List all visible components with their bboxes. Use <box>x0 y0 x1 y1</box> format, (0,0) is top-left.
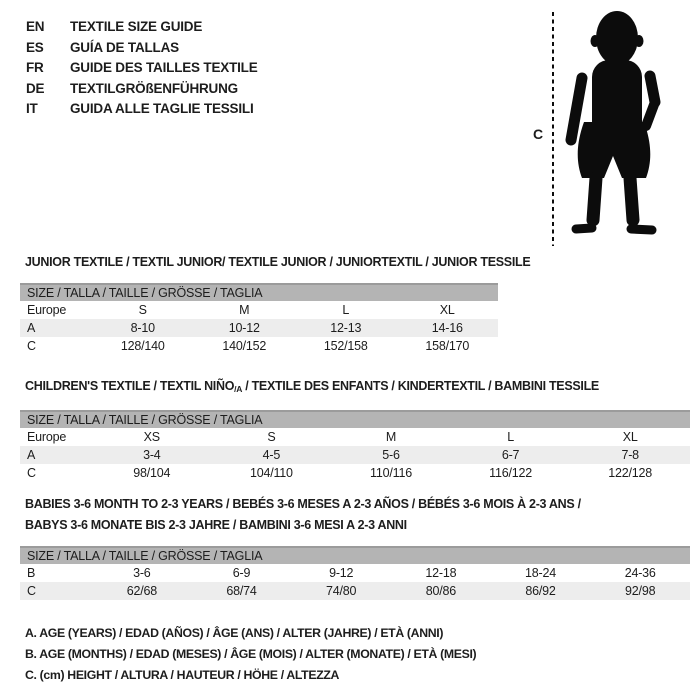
table-cell: 62/68 <box>126 584 157 598</box>
table-cell: L <box>507 430 514 444</box>
row-label: C <box>27 339 36 353</box>
table-cell: XL <box>622 430 638 444</box>
children-table-section <box>20 376 690 482</box>
language-label: GUIDA ALLE TAGLIE TESSILI <box>70 101 254 116</box>
table-cell: 6-7 <box>501 448 520 462</box>
size-table <box>20 410 690 482</box>
height-measure-label: C <box>533 126 544 142</box>
table-cell: M <box>239 303 250 317</box>
table-cell: 86/92 <box>525 584 556 598</box>
table-cell: S <box>267 430 276 444</box>
row-label: C <box>27 584 36 598</box>
height-measure-line <box>552 12 554 246</box>
table-cell: 14-16 <box>431 321 463 335</box>
table-row <box>20 582 690 600</box>
toddler-silhouette-icon <box>563 10 663 238</box>
table-cell: 12-13 <box>330 321 362 335</box>
table-cell: 158/170 <box>425 339 470 353</box>
language-list <box>26 17 258 120</box>
language-code: IT <box>26 101 38 116</box>
table-row <box>20 319 498 337</box>
table-cell: 18-24 <box>525 566 557 580</box>
legend-note: C. (cm) HEIGHT / ALTURA / HAUTEUR / HÖHE / ALTEZZA <box>25 668 340 682</box>
row-label: A <box>27 448 36 462</box>
title-text: / TEXTILE DES ENFANTS / KINDERTEXTIL / BAMBINI TESSILE <box>242 379 599 393</box>
size-table <box>20 546 690 600</box>
table-title <box>25 376 690 400</box>
table-cell: 12-18 <box>425 566 457 580</box>
table-cell: 80/86 <box>425 584 456 598</box>
row-label: B <box>27 566 36 580</box>
title-text: BABYS 3-6 MONATE BIS 2-3 JAHRE / BAMBINI 3-6 MESI A 2-3 ANNI <box>25 518 407 532</box>
table-cell: 3-4 <box>143 448 161 462</box>
table-row <box>20 564 690 582</box>
language-code: ES <box>26 39 44 55</box>
table-row <box>20 301 498 319</box>
table-cell: XL <box>439 303 455 317</box>
table-title <box>25 494 690 536</box>
language-code: DE <box>26 80 45 96</box>
table-cell: 128/140 <box>120 339 165 353</box>
table-title-line <box>25 515 690 536</box>
table-title-line <box>25 252 531 273</box>
table-cell: 104/110 <box>249 466 293 480</box>
table-row <box>20 428 690 446</box>
title-text: JUNIOR TEXTILE / TEXTIL JUNIOR/ TEXTILE JUNIOR / JUNIORTEXTIL / JUNIOR TESSILE <box>25 255 531 269</box>
language-label: TEXTILGRÖßENFÜHRUNG <box>70 80 238 96</box>
table-cell: 3-6 <box>133 566 151 580</box>
row-label: C <box>27 466 36 480</box>
table-cell: 7-8 <box>621 448 639 462</box>
junior-table-section <box>20 252 531 355</box>
size-table <box>20 283 498 355</box>
table-cell: 98/104 <box>133 466 171 480</box>
size-header-band: SIZE / TALLA / TAILLE / GRÖSSE / TAGLIA <box>20 283 498 301</box>
table-cell: 6-9 <box>232 566 251 580</box>
table-cell: 68/74 <box>226 584 257 598</box>
table-cell: 4-5 <box>262 448 281 462</box>
title-text: /A <box>234 384 243 394</box>
size-header-band: SIZE / TALLA / TAILLE / GRÖSSE / TAGLIA <box>20 410 690 428</box>
table-cell: 92/98 <box>625 584 656 598</box>
table-cell: L <box>342 303 350 317</box>
language-row <box>26 38 258 59</box>
table-cell: 122/128 <box>608 466 653 480</box>
table-title <box>25 252 531 273</box>
table-cell: XS <box>143 430 160 444</box>
table-row <box>20 337 498 355</box>
language-row <box>26 17 258 38</box>
table-title-line <box>25 376 690 400</box>
legend-notes <box>25 623 476 686</box>
table-row <box>20 446 690 464</box>
table-cell: 5-6 <box>382 448 400 462</box>
language-row <box>26 58 258 79</box>
table-cell: 152/158 <box>323 339 368 353</box>
figure-area <box>530 8 695 250</box>
table-cell: 9-12 <box>329 566 354 580</box>
table-cell: M <box>385 430 397 444</box>
table-cell: 24-36 <box>624 566 656 580</box>
title-text: CHILDREN'S TEXTILE / TEXTIL NIÑO <box>25 379 235 393</box>
title-text: BABIES 3-6 MONTH TO 2-3 YEARS / BEBÉS 3-6 MESES A 2-3 AÑOS / BÉBÉS 3-6 MOIS À 2-3 ANS / <box>25 497 581 511</box>
table-cell: 116/122 <box>489 466 532 480</box>
language-code: EN <box>26 19 45 34</box>
language-row <box>26 79 258 100</box>
row-label: Europe <box>27 303 67 317</box>
table-title-line <box>25 494 690 515</box>
table-cell: 10-12 <box>228 321 260 335</box>
language-row <box>26 99 258 120</box>
row-label: Europe <box>27 430 67 444</box>
table-cell: 110/116 <box>370 466 412 480</box>
table-cell: 140/152 <box>222 339 267 353</box>
language-label: GUÍA DE TALLAS <box>70 39 179 55</box>
table-cell: 74/80 <box>326 584 357 598</box>
table-row <box>20 464 690 482</box>
language-label: GUIDE DES TAILLES TEXTILE <box>70 60 258 75</box>
language-label: TEXTILE SIZE GUIDE <box>70 19 203 34</box>
babies-table-section <box>20 494 690 600</box>
size-header-band: SIZE / TALLA / TAILLE / GRÖSSE / TAGLIA <box>20 546 690 564</box>
language-code: FR <box>26 60 44 75</box>
row-label: A <box>27 321 36 335</box>
legend-note: B. AGE (MONTHS) / EDAD (MESES) / ÂGE (MOIS) / ALTER (MONATE) / ETÀ (MESI) <box>25 647 477 661</box>
table-cell: 8-10 <box>130 321 155 335</box>
legend-note: A. AGE (YEARS) / EDAD (AÑOS) / ÂGE (ANS) / ALTER (JAHRE) / ETÀ (ANNI) <box>25 626 444 640</box>
table-cell: S <box>138 303 147 317</box>
